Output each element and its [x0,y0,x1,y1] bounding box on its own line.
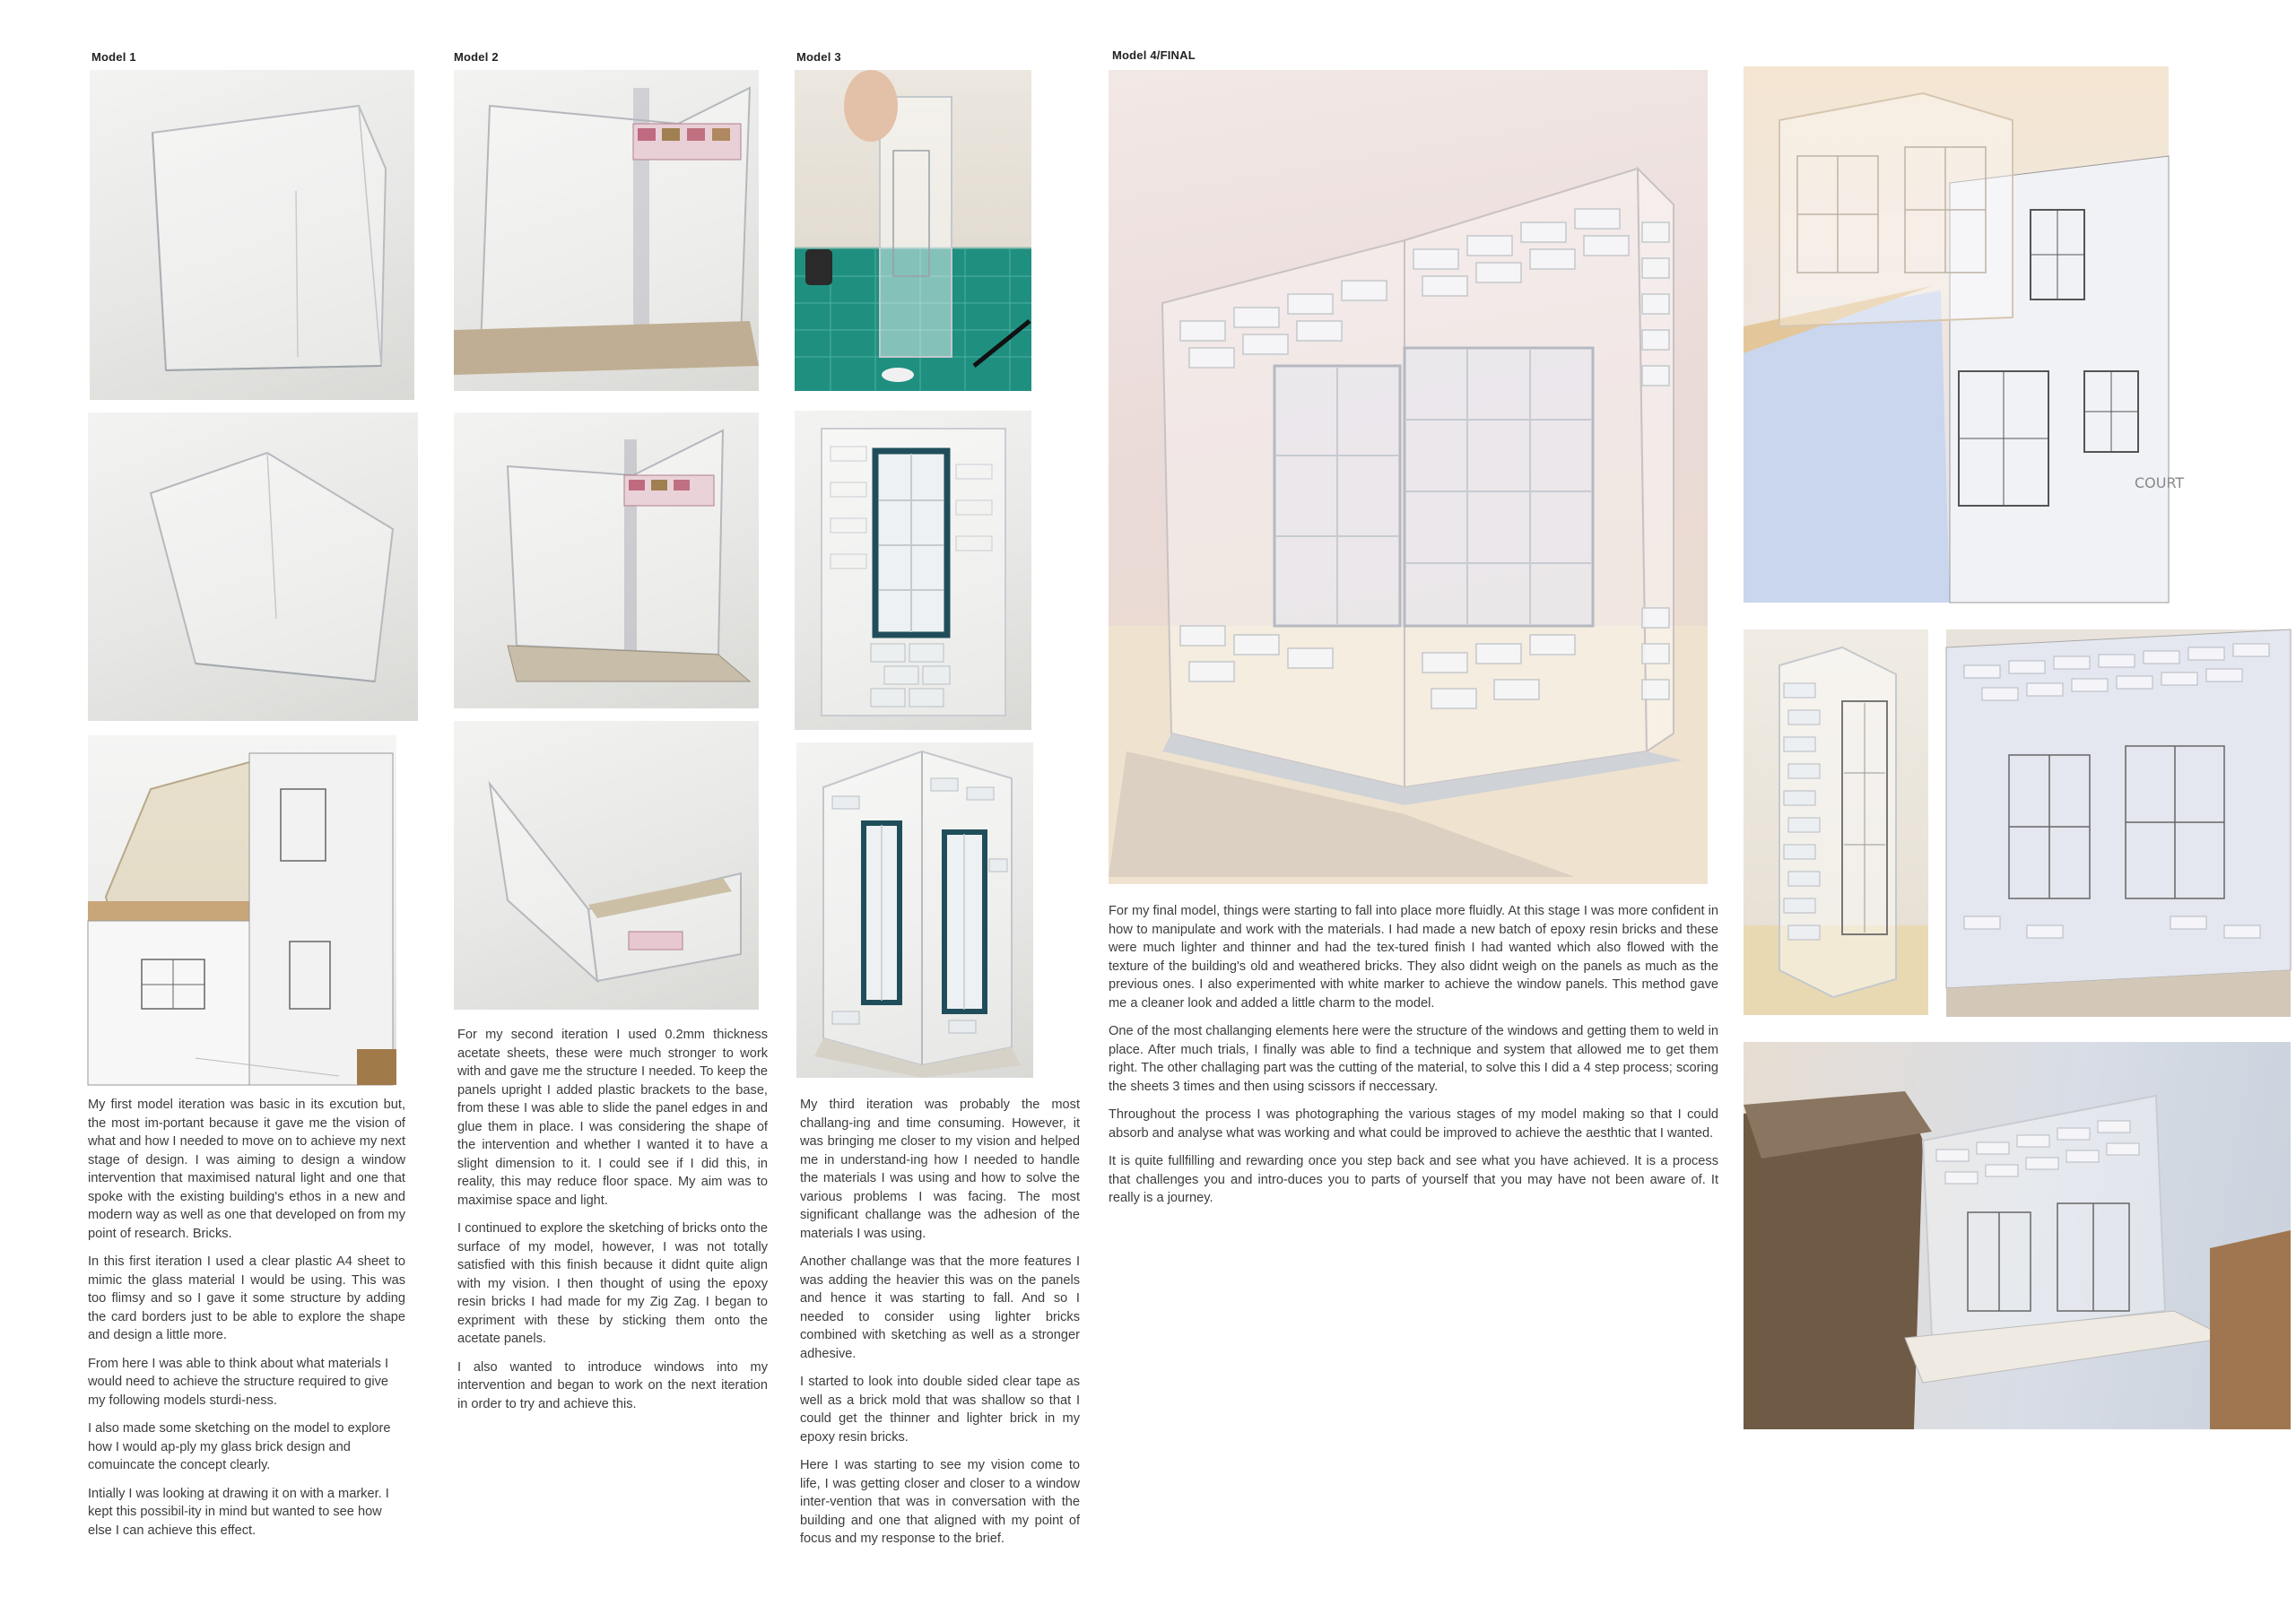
model-4-paragraph: One of the most challanging elements here were the structure of the windows and getting them to weld in place. After much trials, I finally was able to find a technique and system that allowed me to get them right. The other challaging part was the cutting of the material, to solve this I did a 4 step process; scoring the sheets 3 times and then using scissors if neccessary. [1109,1024,1718,1094]
heading-model-3: Model 3 [796,50,841,64]
model-3-paragraph: I started to look into double sided clear tape as well as a brick mold that was shallow so that I could get the thinner and lighter brick in my epoxy resin bricks. [800,1375,1080,1445]
photo-final-in-context-top [1744,66,2185,603]
model-1-description [88,1096,405,1549]
model-1-paragraph: From here I was able to think about what materials I would need to achieve the structure required to give my following models sturdi-ness. [88,1356,389,1408]
photo-model-4-final-main [1109,70,1708,884]
photo-model-1-clear-sheet [90,70,414,400]
model-2-paragraph: I also wanted to introduce windows into my intervention and began to work on the next iteration in order to try and achieve this. [457,1359,768,1411]
photo-model-1-in-context [88,735,396,1085]
photo-model-3-corner [796,742,1033,1078]
model-2-description [457,1026,768,1423]
model-2-paragraph: For my second iteration I used 0.2mm thickness acetate sheets, these were much stronger to work with and gave me the structure I needed. To keep the panels upright I added plastic brackets to the base, from these I was able to slide the panel edges in and glue them in place. I was considering the shape of the intervention and whether I wanted it to have a slight dimension to it. I could see if I did this, in reality, this may reduce floor space. My aim was to maximise space and light. [457,1028,768,1208]
photo-model-2-zig-zag [454,721,759,1010]
heading-model-2: Model 2 [454,50,499,64]
photo-final-interior-view [1946,629,2291,1017]
photo-model-2-front [454,70,759,391]
model-1-paragraph: My first model iteration was basic in its excution but, the most im-portant because it gave me the vision of what and how I needed to move on to achieve my next stage of design. I was aiming to design a window intervention that maximised natural light and one that spoke with the existing building's ethos in a new and modern way as well as one that developed on from my point of research. Bricks. [88,1098,405,1241]
model-4-paragraph: It is quite fullfilling and rewarding once you step back and see what you have achieved. It is a process that challenges you and intro-duces you to parts of yourself that you may have not been aware of. It really is a journey. [1109,1154,1718,1205]
model-4-paragraph: For my final model, things were starting to fall into place more fluidly. At this stage I was more confident in how to manipulate and work with the materials. I had made a new batch of epoxy resin bricks and these were much lighter and thinner and had the tex-tured finish I had wanted which also flowed with the texture of the building's old and weathered bricks. They also didnt weigh on the panels as much as the previous ones. I also experimented with white marker to achieve the window panels. This method gave me a cleaner look and added a little charm to the model. [1109,904,1718,1011]
photo-model-3-workbench [795,70,1031,391]
model-3-paragraph: My third iteration was probably the most challang-ing and time consuming. However, it was bringing me closer to my vision and helped me in understand-ing how I needed to handle the materials I was using and how to solve the various problems I was facing. The most significant challange was the adhesion of the materials I was using. [800,1098,1080,1241]
photo-model-3-window-panel [795,411,1031,730]
photo-model-2-three-quarter [454,412,759,708]
heading-model-4-final: Model 4/FINAL [1112,48,1196,62]
photo-final-in-context-bottom [1744,1042,2291,1429]
photo-model-1-angled [88,412,418,721]
model-1-paragraph: Intially I was looking at drawing it on with a marker. I kept this possibil-ity in mind but wanted to see how else I can achieve this effect. [88,1486,389,1538]
model-3-paragraph: Here I was starting to see my vision come to life, I was getting closer and closer to a window inter-vention that was in conversation with the building and one that aligned with my point of focus and my response to the brief. [800,1458,1080,1546]
model-1-paragraph: In this first iteration I used a clear plastic A4 sheet to mimic the glass material I would be using. This was too flimsy and so I gave it some structure by adding the card borders just to be able to explore the shape and design a little more. [88,1254,405,1342]
photo-final-corner-column [1744,629,1928,1015]
model-3-description [800,1096,1080,1558]
model-4-paragraph: Throughout the process I was photographing the various stages of my model making so that I could absorb and analyse what was working and what could be improved to achieve the aesthtic that I wanted. [1109,1107,1718,1141]
model-4-description [1109,902,1718,1218]
model-3-paragraph: Another challange was that the more features I was adding the heavier this was on the panels and hence it was starting to fall. And so I needed to consider using lighter bricks combined with sketching as well as a stronger adhesive. [800,1254,1080,1361]
model-1-paragraph: I also made some sketching on the model to explore how I would ap-ply my glass brick design and comuincate the concept clearly. [88,1421,391,1472]
model-2-paragraph: I continued to explore the sketching of bricks onto the surface of my model, however, I was not totally satisfied with this finish because it didnt quite align with my vision. I then thought of using the epoxy resin bricks I had made for my Zig Zag. I began to expriment with these by sticking them onto the acetate panels. [457,1221,768,1346]
heading-model-1: Model 1 [91,50,136,64]
courtyard-sign-text: COURT [2135,474,2185,491]
